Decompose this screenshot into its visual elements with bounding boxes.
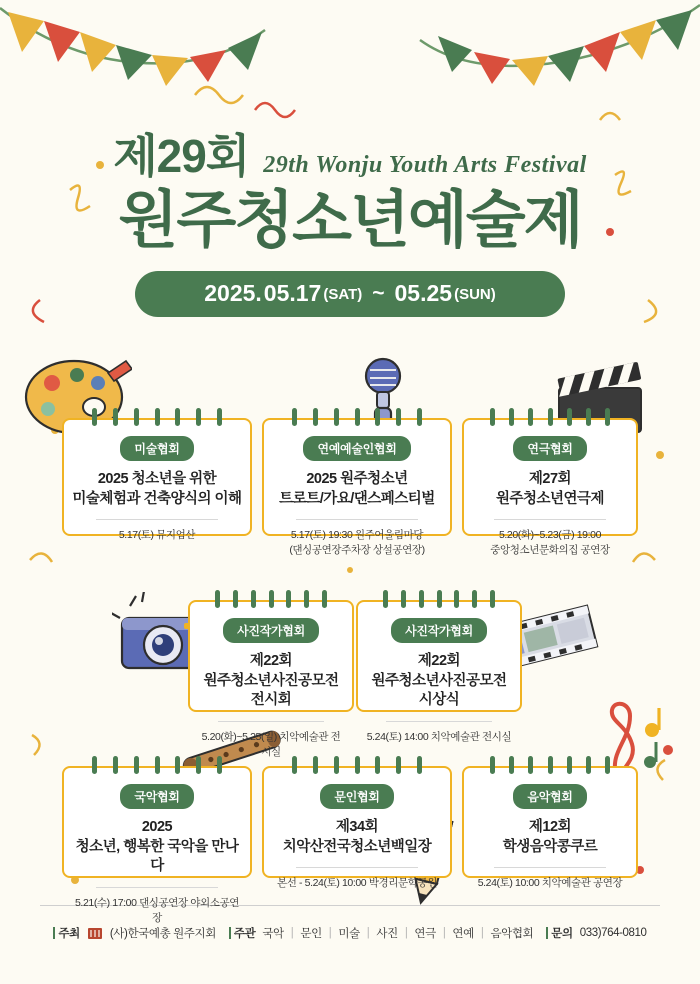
card-title [272,818,442,857]
organizer-6: 음악협회 [490,928,534,940]
card-detail [366,730,512,745]
card-detail-line1: 5.17(토) 뮤지엄산 [118,529,196,542]
card-divider [494,867,606,868]
card-detail-line1: 5.20(화)~5.25(일) 치악예술관 전시실 [201,730,341,758]
date-tilde: ~ [372,281,385,305]
event-card-theatre[interactable] [462,418,638,557]
card-detail-line2: 중앙청소년문화의집 공연장 [490,544,610,557]
yechong-logo-icon [87,925,103,941]
host-label: 주최 [58,928,80,940]
organizer-0: 국악 [262,928,284,940]
card-title [472,470,628,509]
card-detail-line1: 5.24(토) 14:00 치악예술관 전시실 [366,730,512,743]
organizer-label: 주관 [233,928,256,940]
host-value: (사)한국예총 원주지회 [109,928,216,940]
card-title-line2: 청소년, 행복한 국악을 만나다 [75,838,239,875]
card-badge: 연예예술인협회 [303,436,410,461]
event-card-photo-awards[interactable] [356,600,522,743]
poster-title-block [0,120,700,317]
date-start: 05.17 [263,280,322,307]
card-badge: 사진작가협회 [391,618,487,643]
card-title [72,470,242,509]
date-end-day: (SUN) [454,286,496,304]
card-rings [264,756,450,776]
contact-value: 033)764-0810 [579,927,647,939]
card-title [198,652,344,711]
card-badge: 연극협회 [513,436,586,461]
date-year: 2025. [204,280,262,307]
date-end: 05.25 [394,280,453,307]
organizer-label-wrap [229,925,255,941]
card-detail [272,528,442,558]
card-detail [72,896,242,926]
card-title [366,652,512,711]
card-detail [272,876,442,891]
card-detail [472,876,628,891]
card-rings [64,408,250,428]
card-title-line3: 시상식 [418,692,460,709]
card-title-line1: 제22회 [417,653,461,669]
card-divider [296,519,418,520]
event-card-literature[interactable] [262,766,452,890]
event-card-gugak[interactable] [62,766,252,924]
card-title-line2: 원주청소년사진공모전 [203,672,339,689]
card-badge: 음악협회 [513,784,586,809]
card-badge: 사진작가협회 [223,618,319,643]
organizer-separator: | [290,927,294,939]
card-title-line1: 제27회 [528,471,572,487]
card-rings [358,590,520,610]
contact-label: 문의 [551,928,573,940]
festival-date-banner [135,271,565,317]
card-title-line2: 트로트/가요/댄스페스티벌 [279,490,435,507]
card-title-line1: 2025 원주청소년 [306,471,408,487]
organizer-separator: | [480,927,484,939]
card-detail-line1: 5.20(화)~5.23(금) 19:00 [498,529,602,542]
card-title-line1: 제12회 [528,819,572,835]
footer-credits [0,925,700,941]
organizer-2: 미술 [338,928,360,940]
host-label-wrap [53,925,79,941]
bar-icon [229,927,231,939]
edition-number: 제29회 [113,130,250,182]
organizer-separator: | [442,927,446,939]
card-detail-line1: 본선 - 5.24(토) 10:00 박경리문학공원 [277,877,437,890]
organizer-5: 연예 [452,928,474,940]
card-title-line2: 원주청소년연극제 [495,490,605,507]
bar-icon [53,927,55,939]
card-rings [264,408,450,428]
organizer-separator: | [328,927,332,939]
card-title [472,818,628,857]
organizer-4: 연극 [414,928,436,940]
organizer-separator: | [404,927,408,939]
card-divider [296,867,418,868]
card-badge: 국악협회 [120,784,193,809]
card-divider [96,519,218,520]
festival-title-korean: 원주청소년예술제 [118,186,582,255]
card-divider [494,519,606,520]
organizer-1: 문인 [300,928,322,940]
title-english: 29th Wonju Youth Arts Festival [263,152,587,178]
card-divider [386,721,491,722]
card-detail-line1: 5.17(토) 19:30 원주어울림마당 [290,529,424,542]
card-divider [218,721,323,722]
contact-label-wrap [546,925,572,941]
card-rings [190,590,352,610]
card-detail-line2: (댄싱공연장주차장 상설공연장) [289,544,425,557]
card-detail-line1: 5.24(토) 10:00 치악예술관 공연장 [477,877,623,890]
card-title [272,470,442,509]
event-card-music[interactable] [462,766,638,890]
card-title [72,818,242,877]
card-title-line1: 제34회 [335,819,379,835]
card-title-line2: 학생음악콩쿠르 [502,838,598,855]
bunting-decoration [0,0,700,130]
event-card-entertainment[interactable] [262,418,452,557]
card-title-line1: 2025 청소년을 위한 [97,471,217,487]
bar-icon [546,927,548,939]
event-card-photo-exhibition[interactable] [188,600,354,758]
card-rings [464,408,636,428]
card-detail-line1: 5.21(수) 17:00 댄싱공연장 야외소공연장 [74,896,240,924]
card-detail [472,528,628,558]
card-divider [96,887,218,888]
card-title-line3: 전시회 [250,692,292,709]
card-badge: 문인협회 [320,784,393,809]
card-rings [64,756,250,776]
event-card-art[interactable] [62,418,252,542]
card-title-line2: 치악산전국청소년백일장 [282,838,432,855]
card-title-line2: 원주청소년사진공모전 [371,672,507,689]
card-rings [464,756,636,776]
card-detail [72,528,242,543]
title-row-one [0,120,700,186]
organizer-3: 사진 [376,928,398,940]
card-badge: 미술협회 [120,436,193,461]
card-title-line1: 2025 [141,819,173,835]
organizer-separator: | [366,927,370,939]
card-title-line1: 제22회 [249,653,293,669]
card-title-line2: 미술체험과 건축양식의 이해 [72,490,242,507]
date-start-day: (SAT) [323,286,363,304]
